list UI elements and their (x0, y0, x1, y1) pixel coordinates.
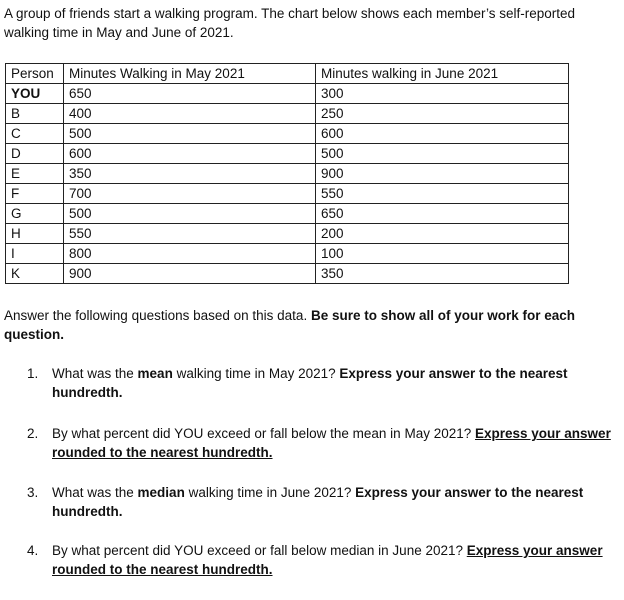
question-instruction: Express your answer rounded to the nearest hundredth. (52, 543, 603, 577)
table-row (6, 124, 569, 144)
table-row (6, 244, 569, 264)
june-cell: 650 (316, 204, 569, 224)
answer-instructions-text: Answer the following questions based on this data. (4, 308, 311, 323)
may-cell: 900 (64, 264, 316, 284)
table-row (6, 104, 569, 124)
table-row (6, 144, 569, 164)
may-cell: 400 (64, 104, 316, 124)
person-cell: B (6, 104, 64, 124)
question-2 (27, 424, 619, 462)
question-number: 2. (27, 426, 39, 441)
question-text (52, 483, 619, 521)
question-1 (27, 364, 619, 402)
answer-instructions (4, 306, 619, 344)
question-text-part: What was the (52, 485, 138, 500)
june-cell: 100 (316, 244, 569, 264)
question-3 (27, 483, 619, 521)
question-text-part: What was the (52, 366, 138, 381)
question-keyword: median (137, 485, 185, 500)
person-cell: E (6, 164, 64, 184)
question-text (52, 541, 619, 579)
header-may: Minutes Walking in May 2021 (64, 64, 316, 84)
question-instruction: Express your answer rounded to the nearest hundredth. (52, 426, 611, 460)
june-cell: 550 (316, 184, 569, 204)
intro-paragraph: A group of friends start a walking program. The chart below shows each member’s self-reported walking time in May and June of 2021. (4, 6, 576, 40)
person-cell: C (6, 124, 64, 144)
table-row (6, 224, 569, 244)
table-row (6, 84, 569, 104)
june-cell: 200 (316, 224, 569, 244)
question-number: 1. (27, 366, 39, 381)
header-june: Minutes walking in June 2021 (316, 64, 569, 84)
question-text-part: By what percent did YOU exceed or fall below median in June 2021? (52, 543, 467, 558)
table-row (6, 184, 569, 204)
table-header-row (6, 64, 569, 84)
may-cell: 350 (64, 164, 316, 184)
question-instruction: Express your answer to the nearest hundredth. (52, 485, 584, 519)
june-cell: 600 (316, 124, 569, 144)
question-text-part: By what percent did YOU exceed or fall below the mean in May 2021? (52, 426, 475, 441)
june-cell: 900 (316, 164, 569, 184)
person-cell: H (6, 224, 64, 244)
june-cell: 500 (316, 144, 569, 164)
question-text-part: walking time in May 2021? (172, 366, 340, 381)
table-row (6, 264, 569, 284)
answer-instructions-emphasis: Be sure to show all of your work for each question. (4, 308, 576, 342)
header-person: Person (6, 64, 64, 84)
question-text (52, 424, 619, 462)
person-cell: F (6, 184, 64, 204)
question-text-part: walking time in June 2021? (184, 485, 356, 500)
person-cell: I (6, 244, 64, 264)
person-cell: D (6, 144, 64, 164)
may-cell: 700 (64, 184, 316, 204)
may-cell: 600 (64, 144, 316, 164)
question-4 (27, 541, 619, 579)
question-number: 3. (27, 485, 39, 500)
question-keyword: mean (137, 366, 173, 381)
table-row (6, 164, 569, 184)
may-cell: 650 (64, 84, 316, 104)
person-cell: K (6, 264, 64, 284)
question-instruction: Express your answer to the nearest hundredth. (52, 366, 568, 400)
person-cell: G (6, 204, 64, 224)
may-cell: 500 (64, 124, 316, 144)
question-number: 4. (27, 543, 39, 558)
walking-table (5, 63, 569, 284)
june-cell: 250 (316, 104, 569, 124)
table-row (6, 204, 569, 224)
may-cell: 550 (64, 224, 316, 244)
may-cell: 800 (64, 244, 316, 264)
person-cell: YOU (6, 84, 64, 104)
question-text (52, 364, 619, 402)
june-cell: 300 (316, 84, 569, 104)
may-cell: 500 (64, 204, 316, 224)
june-cell: 350 (316, 264, 569, 284)
